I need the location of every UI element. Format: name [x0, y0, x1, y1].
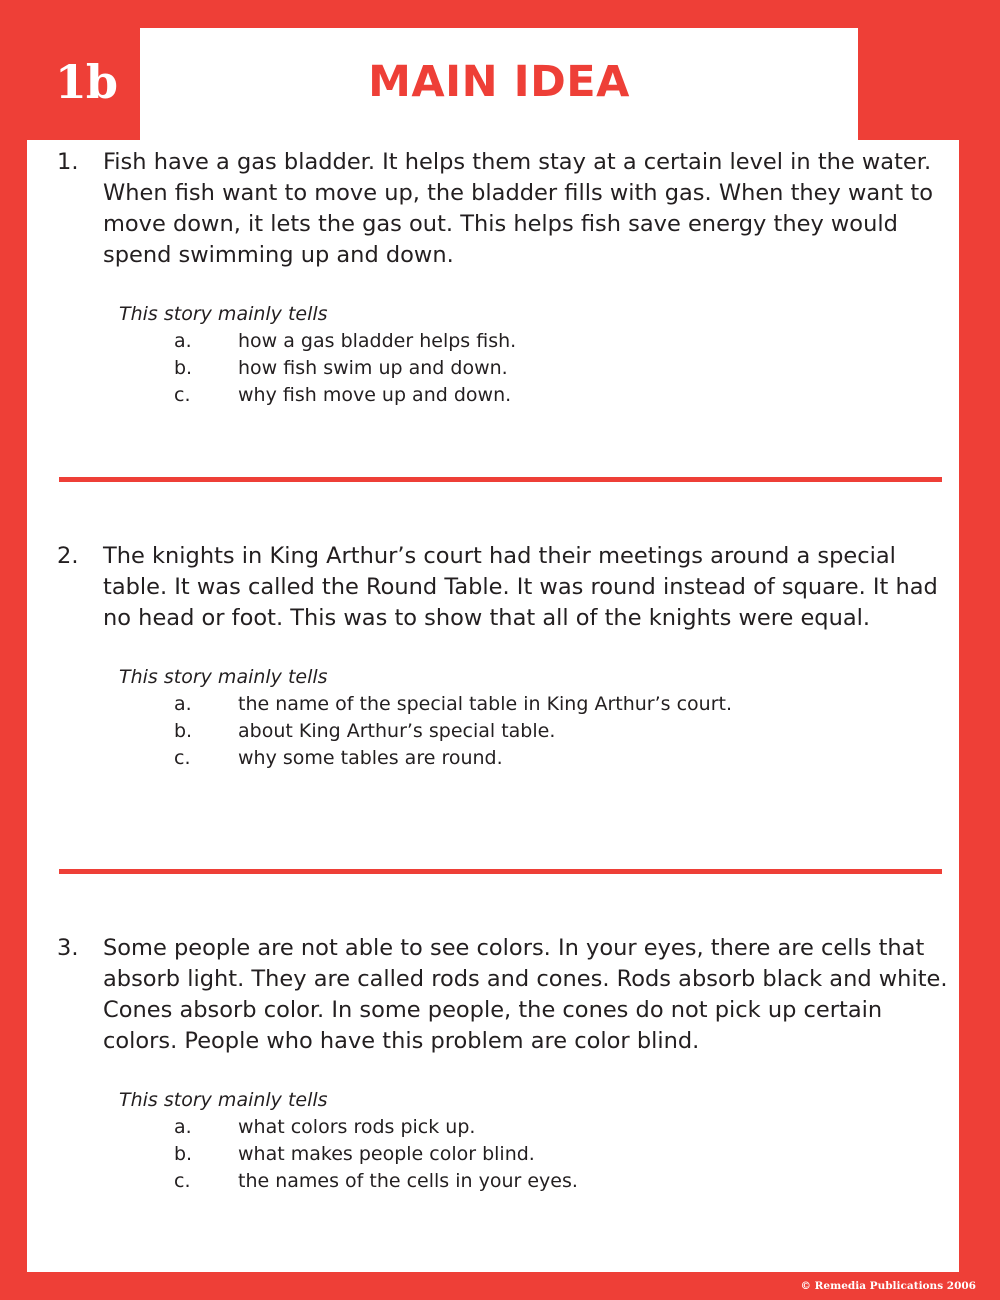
choice-text: about King Arthur’s special table.	[238, 720, 556, 742]
choice-letter: a.	[174, 693, 192, 715]
header-corner-block	[858, 0, 1000, 140]
copyright-notice: © Remedia Publications 2006	[800, 1280, 976, 1292]
choice-text: what makes people color blind.	[238, 1143, 535, 1165]
question-number: 3.	[57, 935, 79, 961]
choice-letter: a.	[174, 330, 192, 352]
choice-text: what colors rods pick up.	[238, 1116, 476, 1138]
question-passage: Some people are not able to see colors. In your eyes, there are cells that absorb light. They are called rods and cones. Rods absorb black and white. Cones absorb color. In some people, the cones do not pick up certain colors. People who have this problem are color blind.	[103, 935, 948, 1054]
answer-choice-a[interactable]	[174, 691, 952, 718]
page-border-left	[0, 0, 27, 1300]
answer-choice-a[interactable]	[174, 328, 952, 355]
choice-text: why fish move up and down.	[238, 384, 512, 406]
choice-text: how a gas bladder helps fish.	[238, 330, 517, 352]
page-border-right	[959, 0, 1000, 1300]
question-number: 1.	[57, 149, 79, 175]
question-passage: Fish have a gas bladder. It helps them stay at a certain level in the water. When fish want to move up, the bladder fills with gas. When they want to move down, it lets the gas out. This helps fish save energy they would spend swimming up and down.	[103, 149, 933, 268]
choice-text: the names of the cells in your eyes.	[238, 1170, 578, 1192]
choice-text: how fish swim up and down.	[238, 357, 508, 379]
question-2	[57, 541, 952, 772]
answer-choices	[174, 328, 952, 409]
answer-choice-a[interactable]	[174, 1114, 952, 1141]
question-3	[57, 933, 952, 1195]
choice-letter: c.	[174, 1170, 191, 1192]
choice-letter: c.	[174, 384, 191, 406]
choice-text: the name of the special table in King Arthur’s court.	[238, 693, 732, 715]
choice-letter: b.	[174, 1143, 193, 1165]
choice-text: why some tables are round.	[238, 747, 503, 769]
answer-choices	[174, 1114, 952, 1195]
answer-choice-b[interactable]	[174, 718, 952, 745]
answer-choice-c[interactable]	[174, 745, 952, 772]
question-prompt: This story mainly tells	[119, 303, 328, 325]
choice-letter: b.	[174, 720, 193, 742]
page-title: MAIN IDEA	[368, 57, 630, 107]
section-divider	[59, 869, 942, 874]
question-number: 2.	[57, 543, 79, 569]
answer-choice-c[interactable]	[174, 382, 952, 409]
answer-choice-c[interactable]	[174, 1168, 952, 1195]
question-prompt: This story mainly tells	[119, 1089, 328, 1111]
answer-choice-b[interactable]	[174, 1141, 952, 1168]
lesson-number: 1b	[54, 55, 118, 109]
question-1	[57, 147, 952, 409]
choice-letter: b.	[174, 357, 193, 379]
answer-choices	[174, 691, 952, 772]
question-passage: The knights in King Arthur’s court had their meetings around a special table. It was called the Round Table. It was round instead of square. It had no head or foot. This was to show that all of the knights were equal.	[103, 543, 938, 631]
answer-choice-b[interactable]	[174, 355, 952, 382]
choice-letter: a.	[174, 1116, 192, 1138]
question-prompt: This story mainly tells	[119, 666, 328, 688]
choice-letter: c.	[174, 747, 191, 769]
section-divider	[59, 477, 942, 482]
page-border-top	[0, 0, 1000, 28]
